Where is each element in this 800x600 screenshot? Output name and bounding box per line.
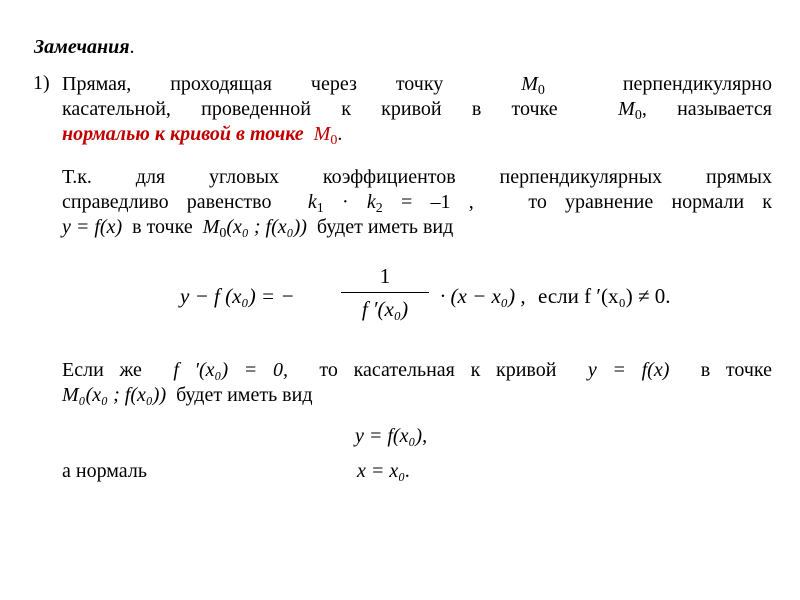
- heading-dot: .: [129, 36, 135, 58]
- para2-line2: справедливо равенство $k_1 \cdot k_2 = -1$ , то уравнение нормали к: [62, 191, 773, 216]
- fraction-numerator: 1: [379, 264, 391, 288]
- paragraph-perpendicular: [62, 165, 772, 240]
- normal-equation: x = x₀.: [357, 460, 411, 482]
- para3-line2: M₀(x₀ ; f(x₀)) будет иметь вид: [62, 384, 313, 406]
- fraction-bar: [341, 292, 429, 293]
- normal-definition-term: нормалью к кривой в точке: [62, 123, 304, 145]
- heading: [34, 36, 135, 59]
- normal-label: а нормаль: [62, 460, 147, 482]
- fraction-denominator: f ′(x₀): [361, 297, 409, 321]
- formula-rhs: · (x − x₀) ,: [440, 284, 526, 308]
- heading-text: Замечания: [34, 36, 130, 58]
- tangent-equation: y = f(x₀),: [355, 425, 428, 447]
- item-number: 1): [33, 72, 50, 94]
- paragraph-definition: [62, 72, 772, 147]
- para2-line3: y = f(x) в точке $M_0(x_0$ ; f(x₀)) будет иметь вид: [62, 216, 454, 241]
- para2-line1: Т.к. для угловых коэффициентов перпендикулярных прямых: [62, 166, 772, 188]
- formula-lhs: y − f (x₀) = −: [180, 284, 295, 308]
- normal-row: [62, 460, 411, 483]
- para1-line3: нормалью к кривой в точке $M_0$.: [62, 123, 343, 148]
- para3-line1: Если же f ′(x₀) = 0, то касательная к кривой y = f(x) в точке: [62, 359, 773, 381]
- para1-line2: касательной, проведенной к кривой в точке $M_0$, называется: [62, 98, 772, 123]
- paragraph-zero-derivative: [62, 358, 772, 408]
- formula-fraction: [335, 262, 435, 323]
- para1-line1: Прямая, проходящая через точку $M_0$ перпендикулярно: [62, 73, 772, 98]
- formula-condition: если f ′(x₀) ≠ 0.: [538, 284, 671, 308]
- normal-equation-formula: [180, 262, 740, 342]
